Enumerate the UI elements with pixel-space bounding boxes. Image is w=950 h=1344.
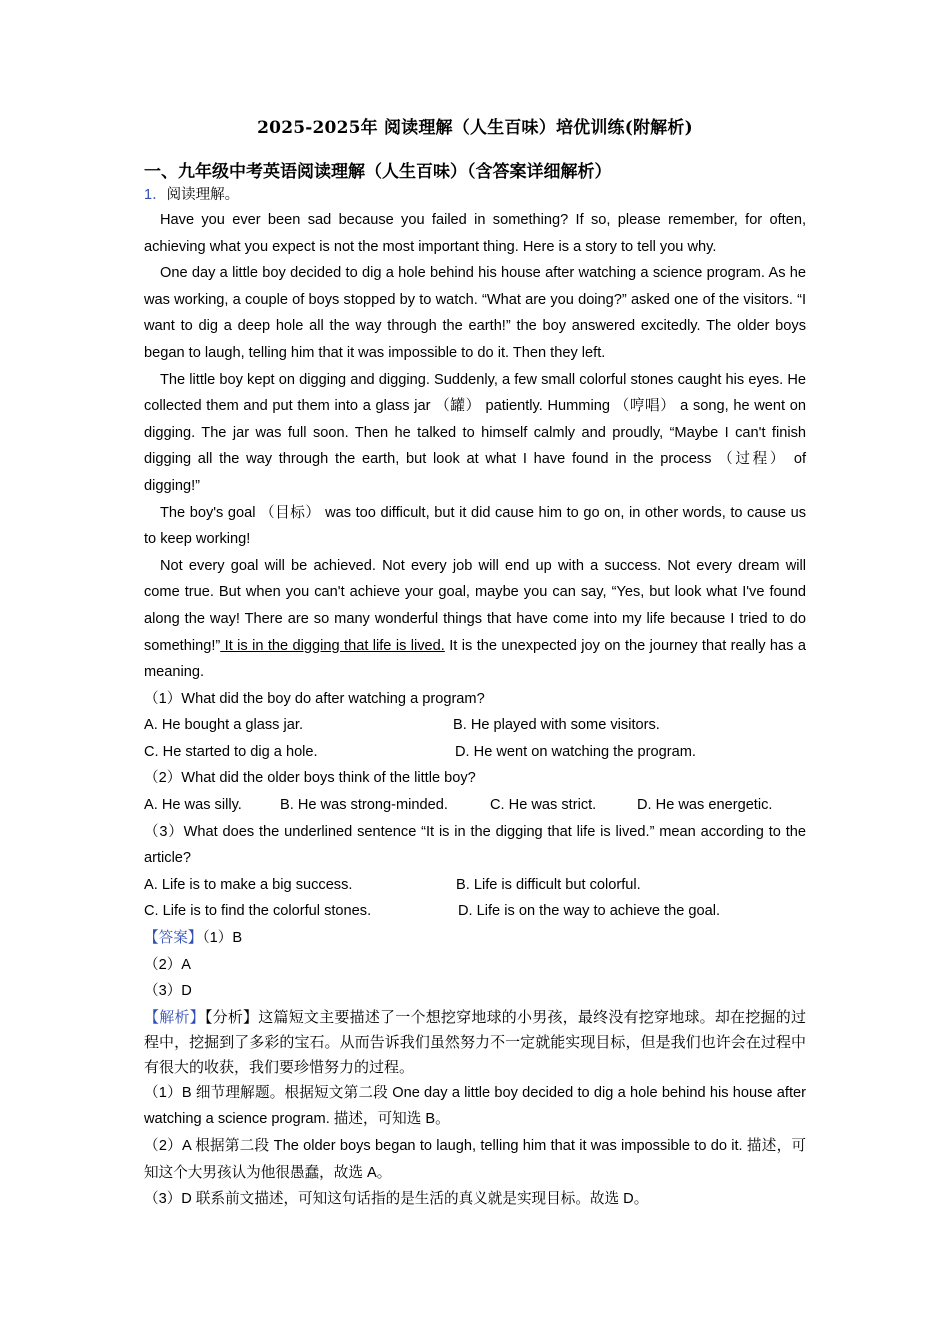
- option-b: B. Life is difficult but colorful.: [456, 876, 641, 893]
- analysis-label: 【解析】: [144, 1007, 205, 1026]
- passage-paragraph-5: [144, 553, 806, 686]
- analysis-summary: [144, 1005, 806, 1080]
- question-3: [144, 819, 806, 925]
- option-d: D. He was energetic.: [637, 797, 773, 814]
- passage-paragraph-2: One day a little boy decided to dig a hole behind his house after watching a science program. As he was working, a couple of boys stopped by to watch. “What are you doing?” asked one of the visitors. “I want to dig a deep hole all the way through the earth!” the boy answered excitedly. The older boys began to laugh, telling him that it was impossible to do it. Then they left.: [144, 265, 806, 361]
- passage-paragraph-1: Have you ever been sad because you failed in something? If so, please remember, for often, achieving what you expect is not the most important thing. Here is a story to tell you why.: [144, 212, 806, 255]
- option-d: D. Life is on the way to achieve the goal.: [458, 903, 721, 920]
- option-b: B. He was strong-minded.: [280, 797, 448, 814]
- passage-paragraph-4: The boy's goal （目标） was too difficult, but it did cause him to go on, in other words, to cause us to keep working!: [144, 504, 806, 548]
- option-row: [144, 898, 806, 925]
- answer-block: [144, 925, 806, 1005]
- underlined-sentence: It is in the digging that life is lived.: [220, 637, 445, 654]
- answer-1: （1）B: [202, 930, 243, 947]
- question-stem: （1）What did the boy do after watching a program?: [144, 690, 485, 707]
- option-c: C. Life is to find the colorful stones.: [144, 903, 372, 920]
- option-a: A. He bought a glass jar.: [144, 717, 304, 734]
- answer-2: （2）A: [144, 956, 192, 973]
- answer-label: 【答案】: [144, 929, 203, 947]
- option-c: C. He started to dig a hole.: [144, 743, 318, 760]
- option-a: A. Life is to make a big success.: [144, 876, 353, 893]
- option-row: [144, 792, 806, 819]
- question-number: 1．: [144, 187, 167, 203]
- analysis-summary-text: 【分析】这篇短文主要描述了一个想挖穿地球的小男孩，最终没有挖穿地球。却在挖掘的过程中，挖掘到了多彩的宝石。从而告诉我们虽然努力不一定就能实现目标，但是我们也许会在过程中有很大的收获，我们要珍惜努力的过程。: [144, 1007, 806, 1076]
- question-stem: （2）What did the older boys think of the little boy?: [144, 770, 476, 787]
- explanation-3: （3）D 联系前文描述，可知这句话指的是生活的真义就是实现目标。故选 D。: [144, 1191, 649, 1208]
- passage-p5-ending: It is the unexpected joy on the journey that really has a meaning.: [144, 637, 806, 681]
- option-row: [144, 712, 806, 739]
- option-b: B. He played with some visitors.: [453, 717, 660, 734]
- question-stem: （3）What does the underlined sentence “It is in the digging that life is lived.” mean according to the article?: [144, 823, 806, 867]
- option-c: C. He was strict.: [490, 797, 597, 814]
- answer-3: （3）D: [144, 983, 192, 1000]
- passage-p5-text: Not every goal will be achieved. Not every job will end up with a success. Not every dream will come true. But when you can't achieve your goal, maybe you can say, “Yes, but look what I've found along the way! There are so many wonderful things that have come into my life because I tried to do something!”: [144, 557, 806, 654]
- question-header: [144, 185, 806, 205]
- explanation-2: （2）A 根据第二段 The older boys began to laugh, telling him that it was impossible to do it. 描述，可知这个大男孩认为他很愚蠢，故选 A。: [144, 1138, 806, 1181]
- section-heading: 一、九年级中考英语阅读理解（人生百味）（含答案详细解析）: [144, 162, 612, 182]
- analysis-block: [144, 1005, 806, 1213]
- answer-line-1: [144, 925, 806, 952]
- passage-paragraph-3: The little boy kept on digging and digging. Suddenly, a few small colorful stones caught his eyes. He collected them and put them into a glass jar （罐） patiently. Humming （哼唱） a song, he went on digging. The jar was full soon. Then he talked to himself calmly and proudly, “Maybe I can't finish digging all the way through the earth, but look at what I have found in the process （过程） of digging!”: [144, 371, 806, 494]
- question-1: [144, 686, 806, 766]
- document-page: [144, 110, 806, 1213]
- option-d: D. He went on watching the program.: [455, 743, 696, 760]
- option-row: [144, 872, 806, 899]
- option-a: A. He was silly.: [144, 797, 242, 814]
- question-instruction: 阅读理解。: [166, 187, 240, 203]
- explanation-1: （1）B 细节理解题。根据短文第二段 One day a little boy decided to dig a hole behind his house after watching a science program. 描述，可知选 B。: [144, 1084, 806, 1128]
- reading-passage: [144, 207, 806, 686]
- question-2: [144, 765, 806, 818]
- document-title: 2025-2025年 阅读理解（人生百味）培优训练(附解析): [257, 118, 693, 138]
- option-row: [144, 739, 806, 766]
